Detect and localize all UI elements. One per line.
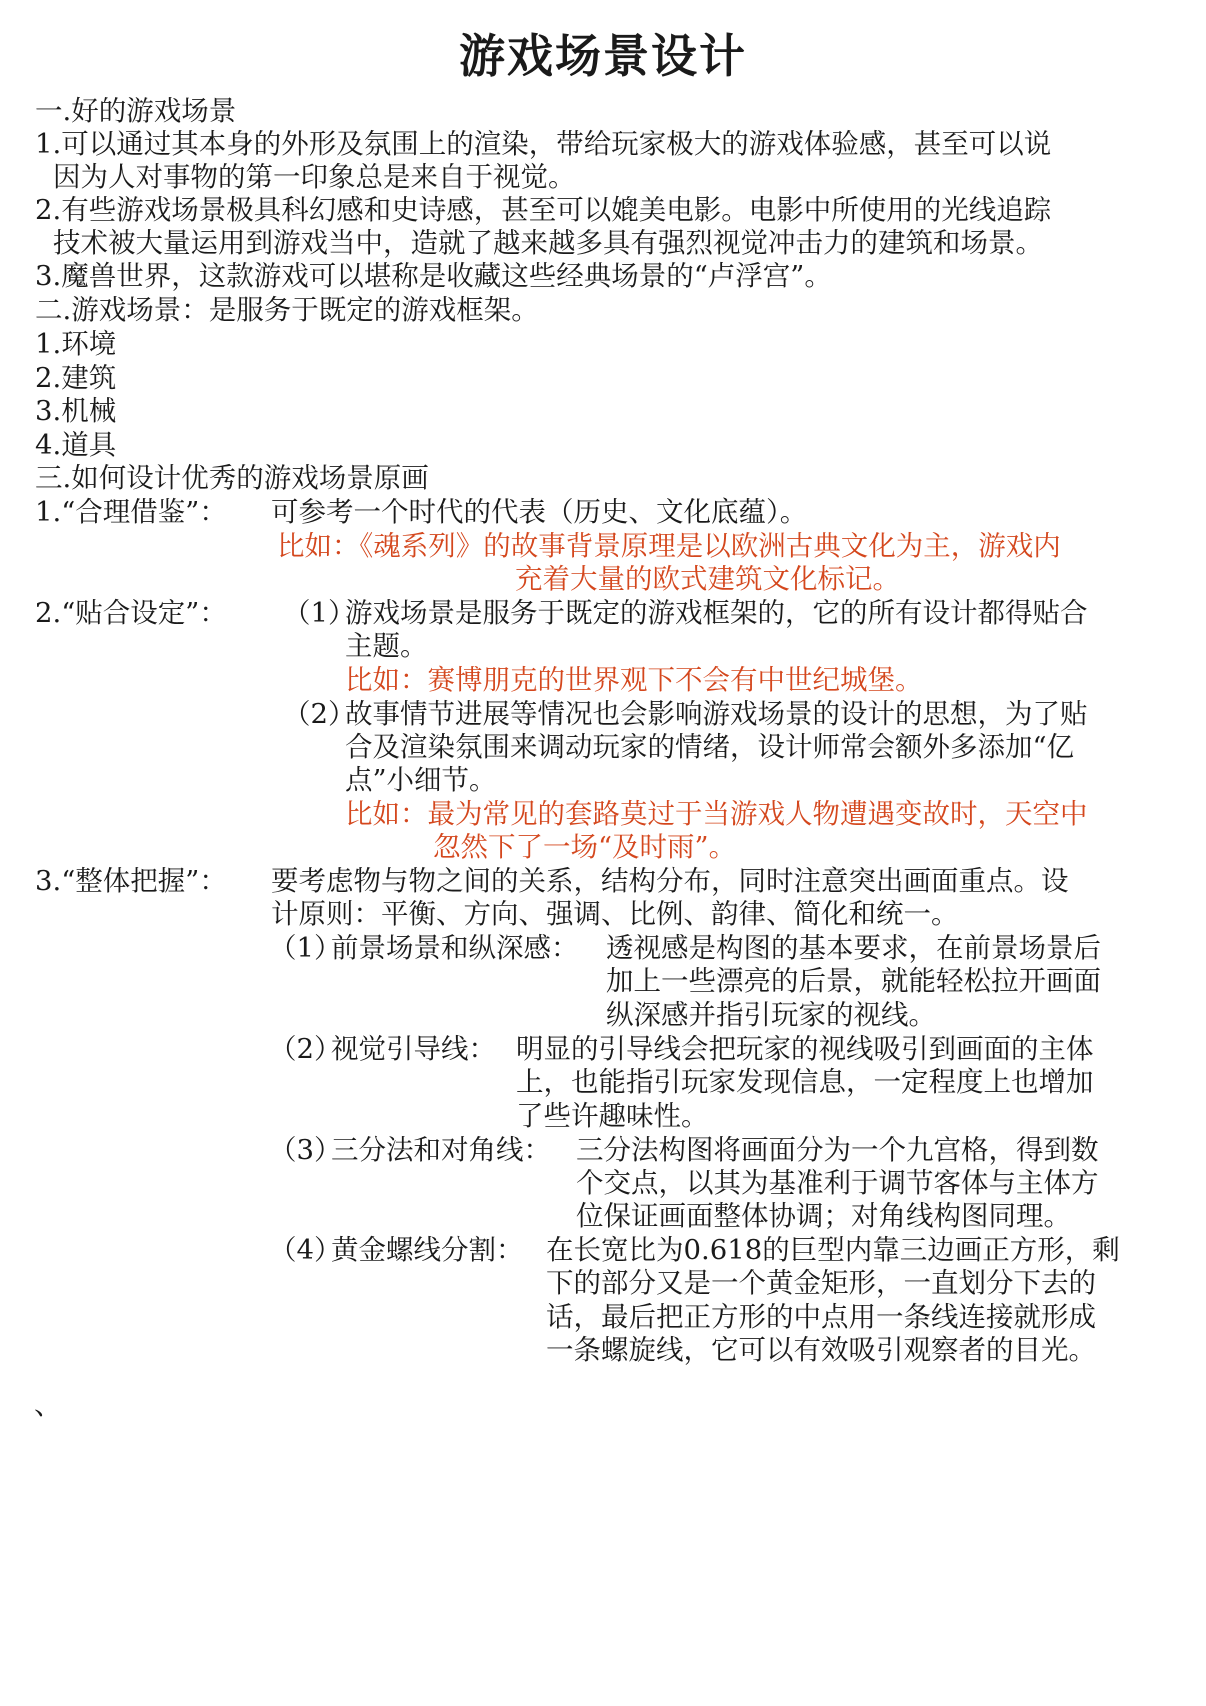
s3-item-3-text-line-1: 要考虑物与物之间的关系，结构分布，同时注意突出画面重点。设: [271, 865, 1069, 897]
s3-sub-1-line-3: 纵深感并指引玩家的视线。: [606, 999, 936, 1031]
s3-sub-1-number: （1）: [269, 932, 342, 964]
s3-item-2-sub-2-line-1: 故事情节进展等情况也会影响游戏场景的设计的思想，为了贴: [345, 698, 1088, 730]
s3-item-1-text: 可参考一个时代的代表（历史、文化底蕴）。: [271, 496, 808, 528]
s3-item-2-sub-2-example-line-2: 忽然下了一场“及时雨”。: [433, 831, 737, 863]
s3-item-2-sub-2-example-line-1: 比如：最为常见的套路莫过于当游戏人物遭遇变故时，天空中: [345, 798, 1088, 830]
s1-point-2-line-1: 2.有些游戏场景极具科幻感和史诗感，甚至可以媲美电影。电影中所使用的光线追踪: [35, 194, 1052, 226]
s3-item-2-sub-2-number: （2）: [283, 698, 356, 730]
s3-sub-2-line-3: 了些许趣味性。: [516, 1100, 709, 1132]
s3-sub-2-line-1: 明显的引导线会把玩家的视线吸引到画面的主体: [516, 1033, 1094, 1065]
s3-sub-3-line-1: 三分法构图将画面分为一个九宫格，得到数: [576, 1134, 1099, 1166]
s3-item-2-sub-2-line-3: 点”小细节。: [345, 764, 497, 796]
s3-sub-4-line-2: 下的部分又是一个黄金矩形，一直划分下去的: [546, 1267, 1096, 1299]
s3-sub-2-number: （2）: [269, 1033, 342, 1065]
s1-point-1-line-2: 因为人对事物的第一印象总是来自于视觉。: [53, 161, 576, 193]
s3-item-1-example-line-2: 充着大量的欧式建筑文化标记。: [515, 563, 900, 595]
s3-item-1-example-line-1: 比如：《魂系列》的故事背景原理是以欧洲古典文化为主，游戏内: [277, 530, 1061, 562]
s3-sub-4-line-1: 在长宽比为0.618的巨型内靠三边画正方形，剩: [546, 1234, 1120, 1266]
s3-item-1-label: 1.“合理借鉴”：: [35, 496, 227, 528]
s1-point-1-line-1: 1.可以通过其本身的外形及氛围上的渲染，带给玩家极大的游戏体验感，甚至可以说: [35, 128, 1052, 160]
section-2-heading: 二.游戏场景：是服务于既定的游戏框架。: [35, 294, 539, 326]
s2-item-machinery: 3.机械: [35, 395, 117, 427]
s3-item-3-label: 3.“整体把握”：: [35, 865, 227, 897]
s3-item-2-sub-1-number: （1）: [283, 597, 356, 629]
s1-point-2-line-2: 技术被大量运用到游戏当中，造就了越来越多具有强烈视觉冲击力的建筑和场景。: [53, 227, 1043, 259]
s3-item-2-sub-1-line-2: 主题。: [345, 630, 428, 662]
s3-sub-2-term: 视觉引导线：: [331, 1033, 496, 1065]
s3-sub-3-term: 三分法和对角线：: [331, 1134, 551, 1166]
s3-sub-1-line-2: 加上一些漂亮的后景，就能轻松拉开画面: [606, 965, 1101, 997]
s3-sub-3-number: （3）: [269, 1134, 342, 1166]
s1-point-3: 3.魔兽世界，这款游戏可以堪称是收藏这些经典场景的“卢浮宫”。: [35, 260, 832, 292]
s3-sub-1-line-1: 透视感是构图的基本要求，在前景场景后: [606, 932, 1101, 964]
s2-item-props: 4.道具: [35, 429, 117, 461]
s3-item-2-label: 2.“贴合设定”：: [35, 597, 227, 629]
s3-sub-4-number: （4）: [269, 1234, 342, 1266]
s2-item-architecture: 2.建筑: [35, 362, 117, 394]
s3-sub-4-line-3: 话，最后把正方形的中点用一条线连接就形成: [546, 1301, 1096, 1333]
s3-sub-3-line-3: 位保证画面整体协调；对角线构图同理。: [576, 1200, 1071, 1232]
s3-item-2-sub-1-line-1: 游戏场景是服务于既定的游戏框架的，它的所有设计都得贴合: [345, 597, 1088, 629]
section-1-heading: 一.好的游戏场景: [35, 95, 237, 127]
s3-sub-2-line-2: 上，也能指引玩家发现信息，一定程度上也增加: [516, 1066, 1094, 1098]
s2-item-environment: 1.环境: [35, 328, 117, 360]
stray-mark: 、: [34, 1388, 63, 1421]
s3-item-2-sub-2-line-2: 合及渲染氛围来调动玩家的情绪，设计师常会额外多添加“亿: [345, 731, 1075, 763]
s3-sub-4-line-4: 一条螺旋线，它可以有效吸引观察者的目光。: [546, 1334, 1096, 1366]
s3-sub-4-term: 黄金螺线分割：: [331, 1234, 524, 1266]
s3-sub-3-line-2: 个交点，以其为基准利于调节客体与主体方: [576, 1167, 1099, 1199]
s3-item-2-sub-1-example: 比如：赛博朋克的世界观下不会有中世纪城堡。: [345, 664, 923, 696]
section-3-heading: 三.如何设计优秀的游戏场景原画: [35, 462, 429, 494]
page-title: 游戏场景设计: [459, 29, 747, 83]
s3-item-3-text-line-2: 计原则：平衡、方向、强调、比例、韵律、简化和统一。: [271, 898, 959, 930]
s3-sub-1-term: 前景场景和纵深感：: [331, 932, 579, 964]
